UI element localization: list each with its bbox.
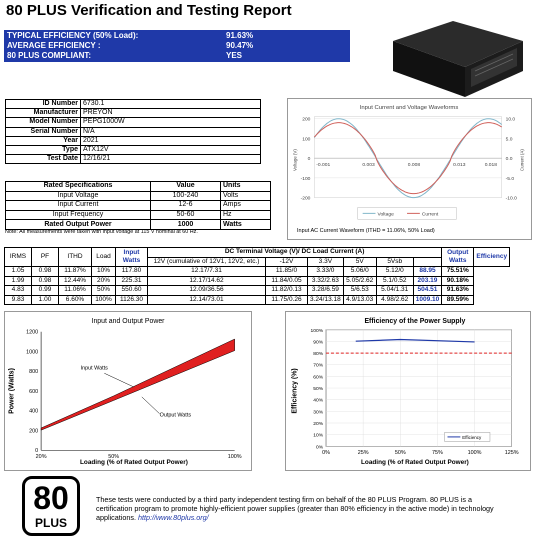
chart-title: Efficiency of the Power Supply <box>364 317 466 325</box>
table-cell: 1.99 <box>5 276 32 286</box>
column-header: Value <box>151 182 221 192</box>
column-header: Output Watts <box>442 248 474 267</box>
tick-label: 20% <box>313 421 324 427</box>
tick-label: -100 <box>300 176 311 182</box>
tick-label: 0% <box>315 445 324 451</box>
tick-label: -0.001 <box>316 163 331 169</box>
column-header: Load <box>92 248 116 267</box>
tick-label: 100% <box>467 450 482 457</box>
summary-label: TYPICAL EFFICIENCY (50% Load): <box>7 31 139 40</box>
column-header: DC Terminal Voltage (V)/ DC Load Current (A) <box>148 248 442 258</box>
tick-label: 800 <box>29 369 39 376</box>
tick-label: 0.013 <box>453 163 466 169</box>
tick-label: 0.008 <box>407 163 421 169</box>
table-cell: 5.04/1.31 <box>376 286 413 296</box>
product-label: Type <box>6 145 81 154</box>
power-loss-area <box>41 339 235 430</box>
table-cell: 75.51% <box>442 267 474 277</box>
table-row <box>6 100 261 109</box>
table-row <box>5 286 510 296</box>
table-header-row <box>5 248 510 258</box>
table-cell: 100-240 <box>151 191 221 201</box>
table-cell: 20% <box>92 276 116 286</box>
annotation-arrow <box>142 397 160 414</box>
tick-label: -200 <box>300 196 311 202</box>
summary-box <box>4 30 350 62</box>
table-cell: 12-6 <box>151 201 221 211</box>
power-supply-image <box>383 19 529 99</box>
tick-label: 1000 <box>26 349 39 356</box>
tick-label: 20% <box>35 454 47 461</box>
table-cell: Volts <box>221 191 271 201</box>
tick-label: 100% <box>227 454 242 461</box>
tick-label: 0 <box>307 157 311 163</box>
table-cell: Input Current <box>6 201 151 211</box>
footer-description: These tests were conducted by a third party independent testing firm on behalf of the 80 PLUS Program. 80 PLUS is a certification program to promote highly-efficient power supplies (greater than 80% efficiency in the active mode) in technology applications. <box>96 495 494 522</box>
column-header: Efficiency <box>474 248 510 267</box>
table-row <box>6 118 261 127</box>
table-cell: Watts <box>221 220 271 230</box>
table-row <box>6 210 271 220</box>
table-cell: 4.9/13.03 <box>343 295 376 305</box>
table-row <box>6 127 261 136</box>
product-value: ATX12V <box>81 145 261 154</box>
80plus-logo <box>22 476 80 536</box>
footer-link[interactable]: http://www.80plus.org/ <box>137 513 209 522</box>
table-cell: 117.80 <box>116 267 148 277</box>
column-header: ITHD <box>59 248 92 267</box>
table-cell: 4.83 <box>5 286 32 296</box>
summary-value: YES <box>226 51 243 60</box>
table-cell: Hz <box>221 210 271 220</box>
tick-label: 25% <box>357 450 369 457</box>
table-cell: 1126.30 <box>116 295 148 305</box>
table-cell: 6.60% <box>59 295 92 305</box>
table-cell: 100% <box>92 295 116 305</box>
table-cell: 90.18% <box>442 276 474 286</box>
table-cell: 504.51 <box>413 286 442 296</box>
tick-label: 200 <box>29 428 39 435</box>
table-cell: 88.95 <box>413 267 442 277</box>
table-cell: 11.82/0.13 <box>266 286 308 296</box>
table-cell: 1000 <box>151 220 221 230</box>
table-cell: 11.84/0.05 <box>266 276 308 286</box>
table-cell: 3.33/0 <box>308 267 344 277</box>
table-cell: 91.63% <box>442 286 474 296</box>
column-header: IRMS <box>5 248 32 267</box>
footer-text <box>96 495 496 522</box>
legend-label: Efficiency <box>462 434 482 440</box>
product-value: PEPG1000W <box>81 118 261 127</box>
tick-label: 100% <box>310 328 324 334</box>
table-cell: 5.12/0 <box>376 267 413 277</box>
plot-area <box>314 117 501 198</box>
summary-label: 80 PLUS COMPLIANT: <box>7 51 92 60</box>
logo-plus: PLUS <box>34 516 67 530</box>
column-header: Rated Specifications <box>6 182 151 192</box>
product-value: 12/16/21 <box>81 155 261 164</box>
table-cell: 550.60 <box>116 286 148 296</box>
tick-label: 0.018 <box>484 163 497 169</box>
table-cell: 11.87% <box>59 267 92 277</box>
table-cell: 12.44% <box>59 276 92 286</box>
table-header-row <box>6 182 271 192</box>
y-axis-label: Efficiency (%) <box>291 368 299 414</box>
table-cell: 12.17/14.62 <box>148 276 266 286</box>
table-row <box>6 201 271 211</box>
product-label: Manufacturer <box>6 109 81 118</box>
summary-value: 91.63% <box>226 31 254 40</box>
column-header: -12V <box>266 257 308 267</box>
annotation-output: Output Watts <box>159 412 192 419</box>
table-cell: 12.09/36.56 <box>148 286 266 296</box>
tick-label: 50% <box>108 454 120 461</box>
tick-label: 40% <box>313 398 324 404</box>
table-cell: 11.85/0 <box>266 267 308 277</box>
table-cell: Input Frequency <box>6 210 151 220</box>
product-info-table <box>5 99 261 164</box>
product-value: PREYON <box>81 109 261 118</box>
table-cell: 5/6.53 <box>343 286 376 296</box>
table-cell: 225.31 <box>116 276 148 286</box>
tick-label: 0 <box>35 448 39 455</box>
column-header: PF <box>32 248 59 267</box>
table-cell: 50% <box>92 286 116 296</box>
annotation-input: Input Watts <box>80 365 108 372</box>
table-cell: 10% <box>92 267 116 277</box>
tick-label: 70% <box>313 363 324 369</box>
annotation-arrow <box>104 373 134 387</box>
table-cell: 11.75/0.26 <box>266 295 308 305</box>
table-row <box>6 191 271 201</box>
tick-label: 0.0 <box>505 157 513 163</box>
tick-label: 90% <box>313 340 324 346</box>
table-cell: 1.05 <box>5 267 32 277</box>
table-cell: 12.17/7.31 <box>148 267 266 277</box>
tick-label: -5.0 <box>505 176 515 182</box>
table-cell: 12.14/73.01 <box>148 295 266 305</box>
test-results-table <box>4 247 510 305</box>
measurement-note: Note: All measurements were taken with input voltage at 115 V nominal at 60 Hz. <box>5 229 198 235</box>
tick-label: 80% <box>313 352 324 358</box>
tick-label: 0% <box>322 450 330 457</box>
table-cell: Amps <box>221 201 271 211</box>
table-cell: 0.99 <box>32 286 59 296</box>
legend-label: Current <box>421 212 439 218</box>
chart-title: Input and Output Power <box>91 317 165 325</box>
report-title: 80 PLUS Verification and Testing Report <box>6 2 292 19</box>
tick-label: 100 <box>302 137 311 143</box>
table-row <box>6 109 261 118</box>
product-value: N/A <box>81 127 261 136</box>
waveform-ylabel-left: Voltage (V) <box>292 149 298 172</box>
table-cell: 9.83 <box>5 295 32 305</box>
x-axis-label: Loading (% of Rated Output Power) <box>360 459 469 467</box>
tick-label: 1200 <box>26 329 39 336</box>
table-cell: 4.98/2.62 <box>376 295 413 305</box>
tick-label: 50% <box>394 450 406 457</box>
table-cell: 203.19 <box>413 276 442 286</box>
table-cell: 3.24/13.18 <box>308 295 344 305</box>
tick-label: 10% <box>313 433 324 439</box>
tick-label: 75% <box>431 450 443 457</box>
table-cell: 5.06/0 <box>343 267 376 277</box>
waveform-caption: Input AC Current Waveform (ITHD = 11.06%, 50% Load) <box>297 228 435 234</box>
summary-value: 90.47% <box>226 41 254 50</box>
product-label: ID Number <box>6 100 81 109</box>
tick-label: 30% <box>313 410 324 416</box>
product-value: 2021 <box>81 136 261 145</box>
table-cell: 50-60 <box>151 210 221 220</box>
rated-spec-table <box>5 181 271 230</box>
table-cell: 5.1/0.52 <box>376 276 413 286</box>
tick-label: 60% <box>313 375 324 381</box>
table-cell: 3.28/6.59 <box>308 286 344 296</box>
efficiency-chart <box>285 311 531 471</box>
product-value: 6730.1 <box>81 100 261 109</box>
logo-number: 80 <box>33 480 69 516</box>
legend-label: Voltage <box>377 212 394 218</box>
tick-label: -10.0 <box>505 196 517 202</box>
y-axis-label: Power (Watts) <box>8 368 16 414</box>
table-cell: 0.98 <box>32 267 59 277</box>
product-label: Serial Number <box>6 127 81 136</box>
column-header: 5Vsb <box>376 257 413 267</box>
table-cell: 3.32/2.63 <box>308 276 344 286</box>
tick-label: 125% <box>504 450 519 457</box>
product-label: Model Number <box>6 118 81 127</box>
table-cell: 89.59% <box>442 295 474 305</box>
summary-label: AVERAGE EFFICIENCY : <box>7 41 101 50</box>
table-cell: 11.06% <box>59 286 92 296</box>
table-row <box>5 295 510 305</box>
table-cell: 1009.10 <box>413 295 442 305</box>
tick-label: 5.0 <box>505 137 513 143</box>
tick-label: 50% <box>313 387 324 393</box>
table-cell: 5.05/2.62 <box>343 276 376 286</box>
column-header: Units <box>221 182 271 192</box>
tick-label: 200 <box>302 117 311 123</box>
tick-label: 400 <box>29 408 39 415</box>
table-cell: 0.98 <box>32 276 59 286</box>
column-header: 3.3V <box>308 257 344 267</box>
x-axis-label: Loading (% of Rated Output Power) <box>80 459 188 467</box>
table-cell: 1.00 <box>32 295 59 305</box>
table-cell: Input Voltage <box>6 191 151 201</box>
power-chart <box>4 311 252 471</box>
product-label: Test Date <box>6 155 81 164</box>
table-row <box>6 136 261 145</box>
waveform-title: Input Current and Voltage Waveforms <box>359 104 459 111</box>
column-header: 12V (cumulative of 12V1, 12V2, etc.) <box>148 257 266 267</box>
product-label: Year <box>6 136 81 145</box>
column-header: 5V <box>343 257 376 267</box>
waveform-ylabel-right: Current (A) <box>519 149 525 172</box>
column-header: Input Watts <box>116 248 148 267</box>
table-row <box>5 267 510 277</box>
table-row <box>6 155 261 164</box>
tick-label: 600 <box>29 388 39 395</box>
table-row <box>6 145 261 154</box>
table-cell: Rated Output Power <box>6 220 151 230</box>
waveform-chart <box>287 98 532 240</box>
tick-label: 0.003 <box>362 163 375 169</box>
tick-label: 10.0 <box>505 117 516 123</box>
table-row <box>5 276 510 286</box>
